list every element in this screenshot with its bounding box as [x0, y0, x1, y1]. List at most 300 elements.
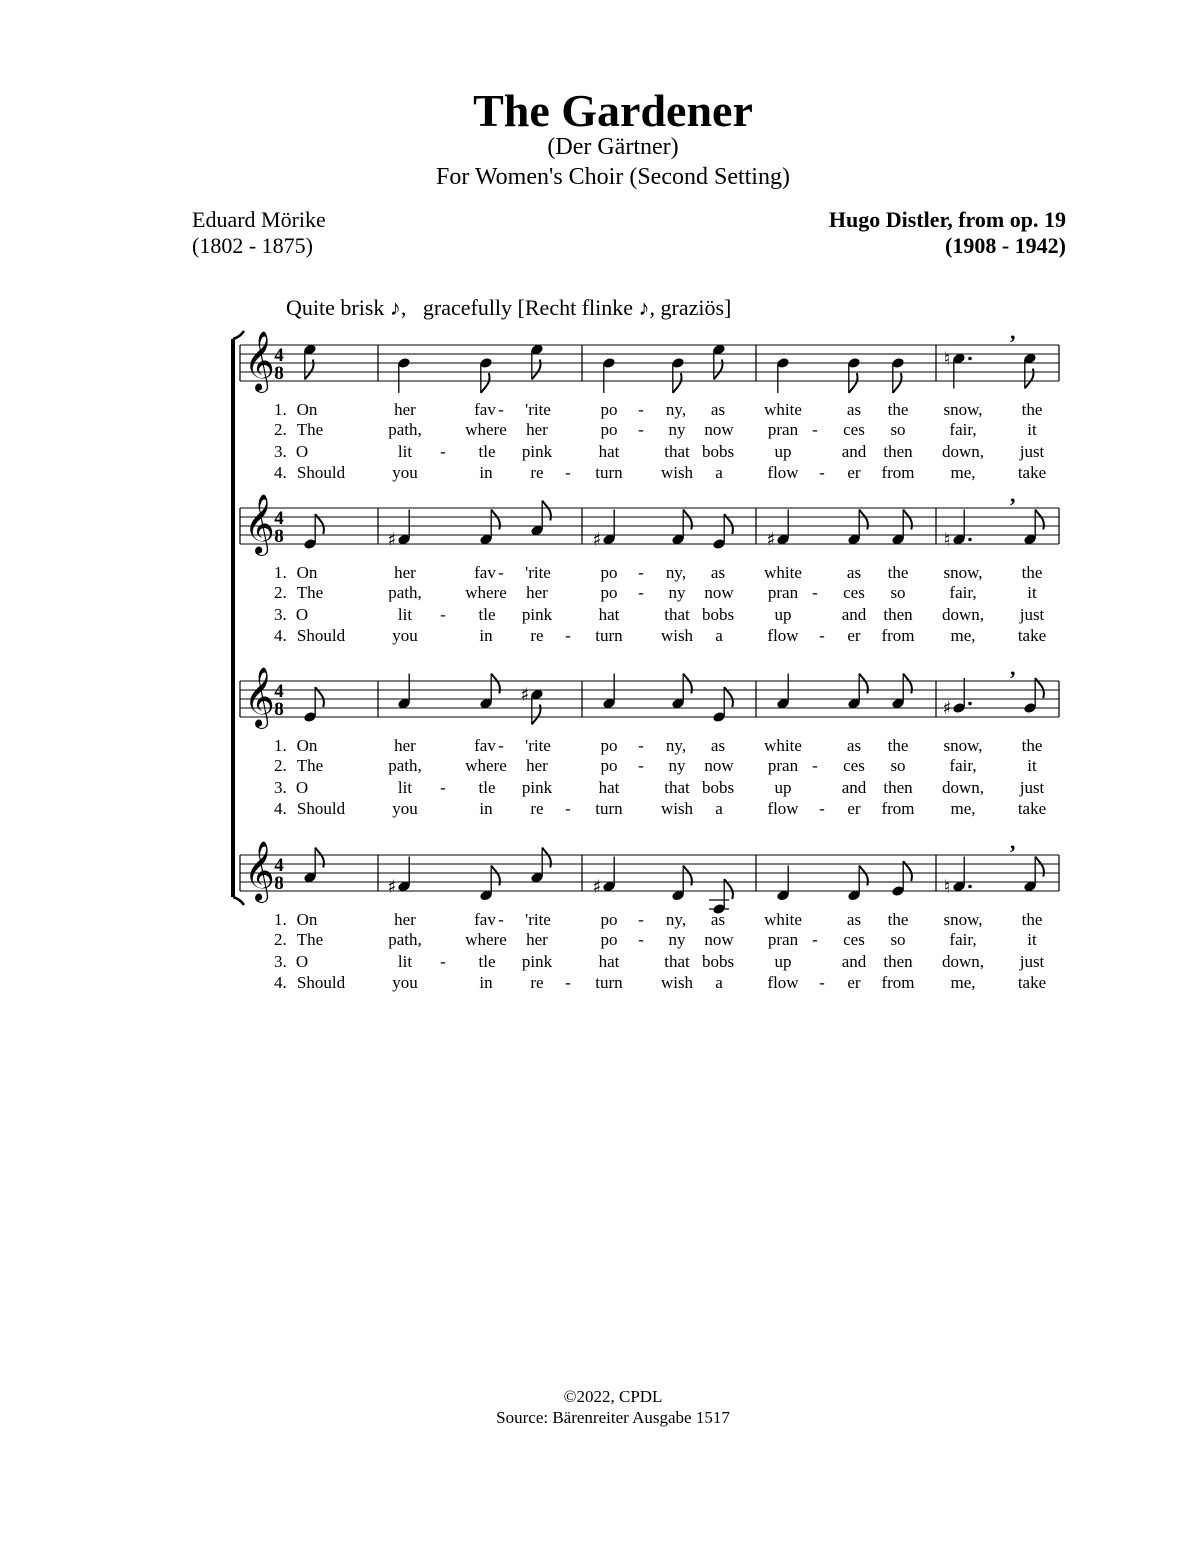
lyric-syllable: that — [664, 778, 690, 797]
lyric-syllable: fav — [474, 736, 496, 755]
system-bracket — [231, 339, 235, 897]
lyric-syllable: white — [764, 736, 802, 755]
lyric-syllable: The — [296, 583, 324, 602]
time-signature-bottom: 8 — [274, 873, 284, 894]
lyric-syllable: po — [600, 400, 618, 419]
lyric-syllable: fav — [474, 400, 496, 419]
lyric-syllable: fav — [474, 910, 496, 929]
breath-mark-icon: , — [1010, 655, 1016, 680]
lyric-syllable: re — [530, 463, 544, 482]
note — [891, 357, 905, 393]
lyric-syllable: the — [1021, 736, 1043, 755]
lyric-syllable: in — [479, 626, 493, 645]
lyric-syllable: then — [883, 778, 913, 797]
verse-3-lyrics — [274, 605, 1045, 624]
verse-number: 3. — [274, 605, 287, 624]
flag — [481, 373, 490, 393]
note — [602, 357, 616, 393]
lyric-syllable: flow — [767, 973, 799, 992]
lyric-syllable: turn — [595, 799, 623, 818]
sharp-icon: ♯ — [387, 876, 397, 898]
lyric-syllable: white — [764, 563, 802, 582]
lyric-syllable: now — [704, 930, 734, 949]
lyric-syllable: - — [638, 400, 644, 419]
tempo-marking: Quite brisk ♪, gracefully [Recht flinke ♪, graziös] — [286, 295, 732, 320]
note — [1023, 857, 1044, 893]
sharp-icon: ♯ — [592, 529, 602, 551]
note — [847, 357, 861, 393]
note — [1023, 510, 1044, 546]
lyric-syllable: po — [600, 930, 618, 949]
lyric-syllable: white — [764, 910, 802, 929]
lyric-syllable: tle — [478, 778, 496, 797]
note — [671, 510, 692, 546]
note — [1023, 678, 1044, 714]
verse-number: 2. — [274, 756, 287, 775]
lyric-syllable: fair, — [949, 756, 977, 775]
lyric-syllable: white — [764, 400, 802, 419]
lyric-syllable: hat — [598, 442, 620, 461]
note — [776, 674, 790, 710]
lyric-syllable: as — [710, 400, 726, 419]
lyric-syllable: her — [394, 400, 416, 419]
verse-3-lyrics — [274, 778, 1045, 797]
lyric-syllable: er — [847, 799, 861, 818]
lyric-syllable: just — [1019, 605, 1045, 624]
lyric-syllable: er — [847, 626, 861, 645]
lyric-syllable: - — [638, 583, 644, 602]
lyric-syllable: it — [1027, 930, 1037, 949]
lyric-syllable: - — [440, 605, 446, 624]
lyric-syllable: ces — [843, 756, 865, 775]
lyric-syllable: that — [664, 442, 690, 461]
note — [303, 848, 324, 884]
lyric-syllable: - — [498, 910, 504, 929]
lyric-syllable: pran — [767, 930, 799, 949]
verse-1-lyrics — [274, 563, 1042, 582]
time-signature-bottom: 8 — [274, 699, 284, 720]
lyric-syllable: - — [565, 626, 571, 645]
lyric-syllable: then — [883, 605, 913, 624]
lyric-syllable: tle — [478, 952, 496, 971]
subtitle: (Der Gärtner) — [547, 134, 679, 160]
verse-number: 2. — [274, 930, 287, 949]
lyric-syllable: On — [296, 736, 318, 755]
poet-dates: (1802 - 1875) — [192, 233, 313, 258]
lyric-syllable: - — [498, 563, 504, 582]
lyric-syllable: - — [812, 420, 818, 439]
sharp-icon: ♯ — [766, 529, 776, 551]
lyric-syllable: bobs — [701, 605, 735, 624]
note — [479, 357, 493, 393]
lyric-syllable: pink — [521, 442, 553, 461]
copyright: ©2022, CPDL — [563, 1387, 663, 1406]
augmentation-dot — [968, 538, 972, 542]
lyric-syllable: it — [1027, 756, 1037, 775]
lyric-syllable: her — [394, 563, 416, 582]
verse-number: 4. — [274, 799, 287, 818]
verse-number: 1. — [274, 400, 287, 419]
lyric-syllable: path, — [388, 756, 422, 775]
breath-mark-icon: , — [1010, 482, 1016, 507]
lyric-syllable: that — [664, 605, 690, 624]
note — [602, 674, 616, 710]
lyric-syllable: ny, — [665, 910, 687, 929]
lyric-syllable: pran — [767, 756, 799, 775]
verse-2-lyrics — [274, 420, 1037, 439]
lyric-syllable: - — [440, 952, 446, 971]
lyric-syllable: as — [710, 563, 726, 582]
lyric-syllable: as — [846, 400, 862, 419]
lyric-syllable: the — [1021, 910, 1043, 929]
lyric-syllable: bobs — [701, 952, 735, 971]
lyric-syllable: On — [296, 400, 318, 419]
bracket-top-hook — [233, 331, 244, 339]
lyric-syllable: where — [465, 756, 507, 775]
lyric-syllable: down, — [941, 605, 985, 624]
lyric-syllable: Should — [296, 463, 346, 482]
lyric-syllable: pran — [767, 420, 799, 439]
lyric-syllable: - — [440, 778, 446, 797]
lyric-syllable: snow, — [943, 400, 983, 419]
lyric-syllable: you — [392, 973, 418, 992]
lyric-syllable: her — [394, 910, 416, 929]
lyric-syllable: turn — [595, 973, 623, 992]
time-signature-top: 4 — [274, 345, 284, 366]
lyric-syllable: Should — [296, 626, 346, 645]
note — [712, 687, 733, 723]
lyric-syllable: her — [526, 930, 548, 949]
natural-icon: ♮ — [943, 876, 951, 898]
lyric-syllable: O — [295, 952, 309, 971]
lyric-syllable: po — [600, 756, 618, 775]
time-signature-top: 4 — [274, 508, 284, 529]
lyric-syllable: po — [600, 563, 618, 582]
lyric-syllable: ny, — [665, 400, 687, 419]
note — [671, 866, 692, 902]
lyric-syllable: snow, — [943, 736, 983, 755]
lyric-syllable: where — [465, 930, 507, 949]
lyric-syllable: re — [530, 626, 544, 645]
lyric-syllable: - — [819, 973, 825, 992]
lyric-syllable: ces — [843, 583, 865, 602]
lyric-syllable: as — [846, 736, 862, 755]
lyric-syllable: 'rite — [525, 910, 551, 929]
note — [479, 510, 500, 546]
lyric-syllable: fav — [474, 563, 496, 582]
lyric-syllable: just — [1019, 778, 1045, 797]
note — [776, 866, 790, 902]
staff-system-1 — [240, 319, 1059, 482]
lyric-syllable: down, — [941, 778, 985, 797]
lyric-syllable: - — [638, 563, 644, 582]
lyric-syllable: tle — [478, 605, 496, 624]
bracket-bottom-hook — [233, 897, 244, 905]
lyric-syllable: O — [295, 778, 309, 797]
lyric-syllable: po — [600, 420, 618, 439]
lyric-syllable: down, — [941, 952, 985, 971]
note — [891, 510, 912, 546]
lyric-syllable: where — [465, 583, 507, 602]
verse-number: 2. — [274, 583, 287, 602]
lyric-syllable: fair, — [949, 420, 977, 439]
lyric-syllable: ny — [668, 583, 686, 602]
lyric-syllable: her — [526, 420, 548, 439]
lyric-syllable: ny — [668, 420, 686, 439]
lyric-syllable: - — [638, 736, 644, 755]
flag — [673, 373, 682, 393]
verse-number: 1. — [274, 563, 287, 582]
note — [891, 861, 912, 897]
lyric-syllable: wish — [660, 799, 694, 818]
lyric-syllable: bobs — [701, 442, 735, 461]
lyric-syllable: - — [638, 910, 644, 929]
lyric-syllable: - — [812, 756, 818, 775]
lyric-syllable: tle — [478, 442, 496, 461]
lyric-syllable: Should — [296, 799, 346, 818]
note — [671, 357, 685, 393]
sharp-icon: ♯ — [592, 876, 602, 898]
verse-number: 3. — [274, 952, 287, 971]
lyric-syllable: ny, — [665, 563, 687, 582]
natural-icon: ♮ — [943, 529, 951, 551]
note — [776, 357, 790, 393]
lyric-syllable: then — [883, 442, 913, 461]
lyric-syllable: so — [890, 583, 906, 602]
note — [397, 357, 411, 393]
lyric-syllable: - — [565, 799, 571, 818]
lyric-syllable: O — [295, 442, 309, 461]
lyric-syllable: so — [890, 420, 906, 439]
lyric-syllable: - — [440, 442, 446, 461]
staff-system-4 — [240, 829, 1059, 992]
lyric-syllable: as — [710, 910, 726, 929]
note — [303, 514, 324, 550]
verse-1-lyrics — [274, 400, 1042, 419]
natural-icon: ♮ — [943, 348, 951, 370]
lyric-syllable: flow — [767, 799, 799, 818]
verse-4-lyrics — [274, 973, 1046, 992]
lyric-syllable: - — [819, 626, 825, 645]
note — [530, 501, 551, 537]
flag — [893, 373, 902, 393]
lyric-syllable: the — [887, 910, 909, 929]
time-signature-top: 4 — [274, 855, 284, 876]
note — [397, 674, 411, 710]
lyric-syllable: take — [1017, 463, 1047, 482]
lyric-syllable: as — [710, 736, 726, 755]
lyric-syllable: lit — [397, 605, 413, 624]
lyric-syllable: wish — [660, 626, 694, 645]
lyric-syllable: - — [638, 930, 644, 949]
subtitle-setting: For Women's Choir (Second Setting) — [436, 164, 790, 190]
verse-number: 3. — [274, 778, 287, 797]
note — [847, 510, 868, 546]
lyric-syllable: 'rite — [525, 563, 551, 582]
lyric-syllable: it — [1027, 583, 1037, 602]
lyric-syllable: pink — [521, 605, 553, 624]
lyric-syllable: 'rite — [525, 400, 551, 419]
augmentation-dot — [968, 357, 972, 361]
lyric-syllable: po — [600, 910, 618, 929]
verse-number: 4. — [274, 463, 287, 482]
lyric-syllable: as — [846, 563, 862, 582]
lyric-syllable: now — [704, 583, 734, 602]
lyric-syllable: hat — [598, 778, 620, 797]
note — [530, 343, 544, 379]
lyric-syllable: down, — [941, 442, 985, 461]
lyric-syllable: her — [526, 583, 548, 602]
footer — [0, 1386, 1200, 1428]
lyric-syllable: in — [479, 463, 493, 482]
note — [530, 848, 551, 884]
lyric-syllable: ces — [843, 930, 865, 949]
lyric-syllable: from — [881, 626, 915, 645]
verse-2-lyrics — [274, 583, 1037, 602]
verse-4-lyrics — [274, 626, 1046, 645]
source: Source: Bärenreiter Ausgabe 1517 — [496, 1408, 730, 1427]
lyric-syllable: pink — [521, 778, 553, 797]
lyric-syllable: up — [774, 442, 792, 461]
lyric-syllable: take — [1017, 973, 1047, 992]
lyric-syllable: from — [881, 973, 915, 992]
verse-1-lyrics — [274, 736, 1042, 755]
lyric-syllable: snow, — [943, 910, 983, 929]
lyric-syllable: the — [887, 563, 909, 582]
verse-number: 3. — [274, 442, 287, 461]
time-signature-top: 4 — [274, 681, 284, 702]
lyric-syllable: me, — [950, 463, 976, 482]
lyric-syllable: wish — [660, 973, 694, 992]
lyric-syllable: - — [819, 463, 825, 482]
lyric-syllable: flow — [767, 626, 799, 645]
lyric-syllable: The — [296, 930, 324, 949]
treble-clef-icon: 𝄞 — [244, 331, 275, 391]
lyric-syllable: you — [392, 799, 418, 818]
augmentation-dot — [968, 885, 972, 889]
verse-number: 4. — [274, 626, 287, 645]
lyric-syllable: me, — [950, 973, 976, 992]
lyric-syllable: a — [715, 463, 723, 482]
lyric-syllable: er — [847, 463, 861, 482]
lyric-syllable: and — [841, 778, 867, 797]
breath-mark-icon: , — [1010, 319, 1016, 344]
lyric-syllable: so — [890, 756, 906, 775]
lyric-syllable: it — [1027, 420, 1037, 439]
lyric-syllable: hat — [598, 605, 620, 624]
lyric-syllable: - — [819, 799, 825, 818]
lyric-syllable: fair, — [949, 930, 977, 949]
verse-2-lyrics — [274, 930, 1037, 949]
lyric-syllable: po — [600, 736, 618, 755]
lyric-syllable: ny, — [665, 736, 687, 755]
lyric-syllable: just — [1019, 442, 1045, 461]
verse-1-lyrics — [274, 910, 1042, 929]
title: The Gardener — [473, 85, 753, 136]
note — [712, 343, 726, 379]
lyric-syllable: her — [394, 736, 416, 755]
time-signature-bottom: 8 — [274, 363, 284, 384]
lyric-syllable: lit — [397, 442, 413, 461]
poet-name: Eduard Mörike — [192, 207, 326, 232]
lyric-syllable: so — [890, 930, 906, 949]
lyric-syllable: - — [498, 400, 504, 419]
lyric-syllable: you — [392, 626, 418, 645]
lyric-syllable: ny — [668, 756, 686, 775]
treble-clef-icon: 𝄞 — [244, 841, 275, 901]
lyric-syllable: path, — [388, 583, 422, 602]
lyric-syllable: from — [881, 463, 915, 482]
lyric-syllable: O — [295, 605, 309, 624]
lyric-syllable: now — [704, 756, 734, 775]
note — [847, 674, 868, 710]
lyric-syllable: wish — [660, 463, 694, 482]
lyric-syllable: - — [812, 930, 818, 949]
lyric-syllable: bobs — [701, 778, 735, 797]
lyric-syllable: up — [774, 778, 792, 797]
verse-3-lyrics — [274, 952, 1045, 971]
verse-number: 1. — [274, 736, 287, 755]
note — [303, 343, 317, 379]
verse-4-lyrics — [274, 463, 1046, 482]
lyric-syllable: ny — [668, 930, 686, 949]
augmentation-dot — [968, 702, 972, 706]
verse-number: 1. — [274, 910, 287, 929]
lyric-syllable: er — [847, 973, 861, 992]
lyric-syllable: - — [638, 756, 644, 775]
sharp-icon: ♯ — [520, 684, 530, 706]
lyric-syllable: a — [715, 626, 723, 645]
lyric-syllable: The — [296, 420, 324, 439]
staff-system-3 — [240, 655, 1059, 818]
lyric-syllable: and — [841, 952, 867, 971]
verse-2-lyrics — [274, 756, 1037, 775]
lyric-syllable: a — [715, 973, 723, 992]
composer-name: Hugo Distler, from op. 19 — [828, 207, 1066, 232]
note — [479, 866, 500, 902]
lyric-syllable: re — [530, 799, 544, 818]
lyric-syllable: flow — [767, 463, 799, 482]
lyric-syllable: turn — [595, 463, 623, 482]
lyric-syllable: me, — [950, 626, 976, 645]
note — [891, 674, 912, 710]
lyric-syllable: lit — [397, 778, 413, 797]
sharp-icon: ♯ — [942, 698, 952, 719]
lyric-syllable: just — [1019, 952, 1045, 971]
lyric-syllable: lit — [397, 952, 413, 971]
lyric-syllable: Should — [296, 973, 346, 992]
lyric-syllable: in — [479, 799, 493, 818]
lyric-syllable: and — [841, 442, 867, 461]
lyric-syllable: hat — [598, 952, 620, 971]
lyric-syllable: a — [715, 799, 723, 818]
lyric-syllable: and — [841, 605, 867, 624]
lyric-syllable: take — [1017, 799, 1047, 818]
staff-system-2 — [240, 482, 1059, 645]
treble-clef-icon: 𝄞 — [244, 667, 275, 727]
lyric-syllable: On — [296, 910, 318, 929]
breath-mark-icon: , — [1010, 829, 1016, 854]
lyric-syllable: the — [887, 400, 909, 419]
lyric-syllable: - — [638, 420, 644, 439]
lyric-syllable: you — [392, 463, 418, 482]
lyric-syllable: The — [296, 756, 324, 775]
lyric-syllable: where — [465, 420, 507, 439]
lyric-syllable: ces — [843, 420, 865, 439]
verse-3-lyrics — [274, 442, 1045, 461]
lyric-syllable: - — [812, 583, 818, 602]
lyric-syllable: the — [1021, 400, 1043, 419]
